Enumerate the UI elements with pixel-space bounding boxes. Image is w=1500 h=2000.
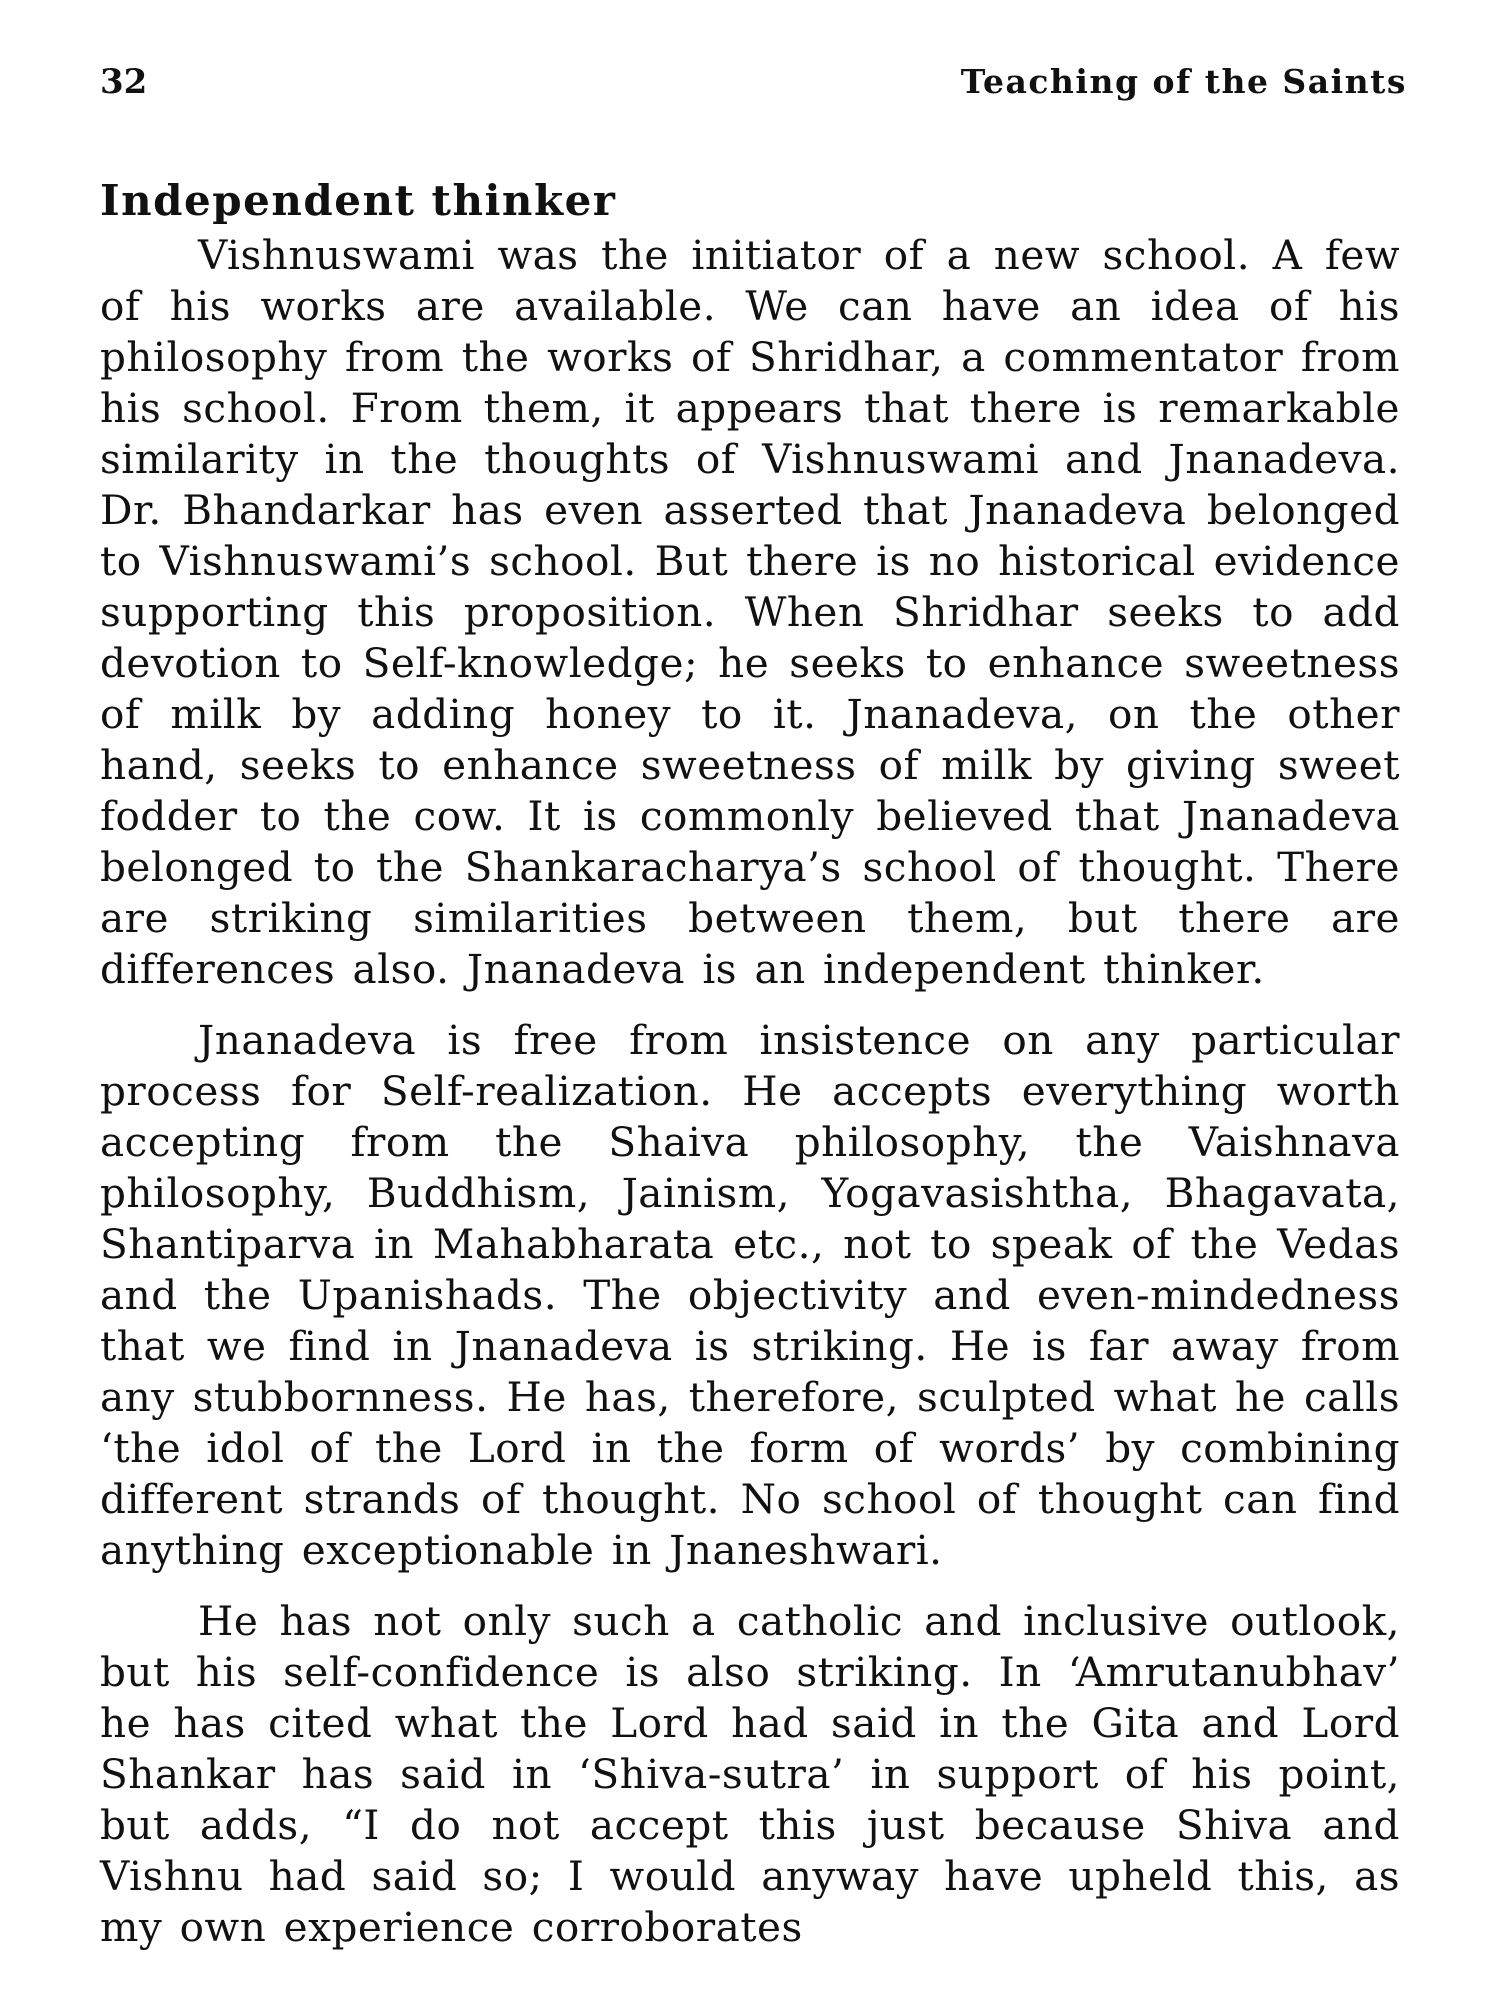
page-number: 32 [100, 62, 148, 102]
running-title: Teaching of the Saints [960, 62, 1407, 101]
paragraph-1: Vishnuswami was the initiator of a new school. A few of his works are available. We can have an idea of his philosophy from the works of Shridhar, a commentator from his school. From them, it appears that there is remarkable similarity in the thoughts of Vishnuswami and Jnanadeva. Dr. Bhandarkar has even asserted that Jnanadeva belonged to Vishnuswami’s school. But there is no historical evidence supporting this proposition. When Shridhar seeks to add devotion to Self-knowledge; he seeks to enhance sweetness of milk by adding honey to it. Jnanadeva, on the other hand, seeks to enhance sweetness of milk by giving sweet fodder to the cow. It is commonly believed that Jnanadeva belonged to the Shankaracharya’s school of thought. There are striking similarities between them, but there are differences also. Jnanadeva is an independent thinker. [100, 231, 1400, 993]
body-text [100, 172, 1400, 1953]
running-head [0, 62, 1500, 112]
paragraph-3: He has not only such a catholic and inclusive outlook, but his self-confidence is also striking. In ‘Amrutanubhav’ he has cited what the Lord had said in the Gita and Lord Shankar has said in ‘Shiva-sutra’ in support of his point, but adds, “I do not accept this just because Shiva and Vishnu had said so; I would anyway have upheld this, as my own experience corroborates [100, 1597, 1400, 1951]
paragraph-2: Jnanadeva is free from insistence on any particular process for Self-realization. He accepts everything worth accepting from the Shaiva philosophy, the Vaishnava philosophy, Buddhism, Jainism, Yogavasishtha, Bhagavata, Shantiparva in Mahabharata etc., not to speak of the Vedas and the Upanishads. The objectivity and even-mindedness that we find in Jnanadeva is striking. He is far away from any stubbornness. He has, therefore, sculpted what he calls ‘the idol of the Lord in the form of words’ by combining different strands of thought. No school of thought can find anything exceptionable in Jnaneshwari. [100, 1016, 1400, 1574]
section-heading: Independent thinker [100, 176, 617, 225]
